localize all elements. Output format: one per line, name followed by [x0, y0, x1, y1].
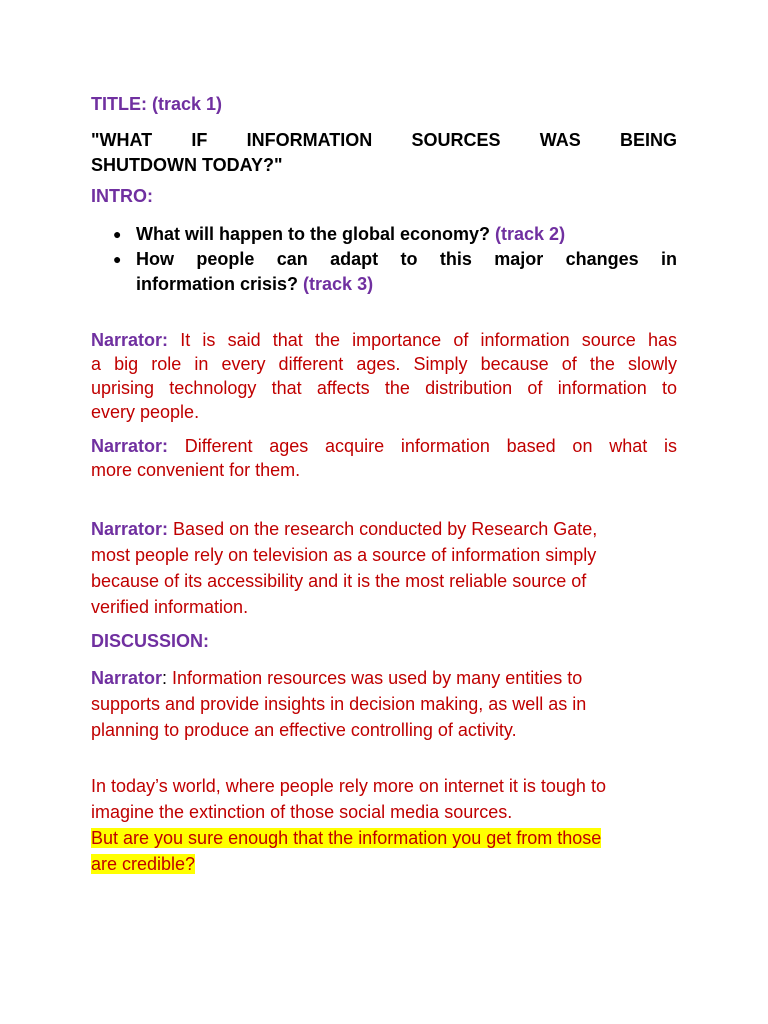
narrator-label: Narrator:	[91, 519, 169, 539]
list-item	[91, 247, 677, 297]
paragraph-line: imagine the extinction of those social media sources.	[91, 802, 513, 822]
title-label: TITLE:	[91, 94, 147, 114]
headline	[91, 128, 677, 178]
narrator-colon: :	[162, 668, 168, 688]
closing-paragraph	[91, 773, 677, 877]
paragraph-line: supports and provide insights in decision making, as well as in	[91, 694, 587, 714]
highlighted-line: are credible?	[91, 854, 196, 874]
narrator-label: Narrator:	[91, 436, 169, 456]
paragraph-line: Based on the research conducted by Research Gate,	[173, 519, 598, 539]
paragraph-line: more convenient for them.	[91, 460, 301, 480]
list-item	[91, 222, 677, 247]
narrator-label: Narrator:	[91, 330, 169, 350]
paragraph-line: Different ages acquire information based on what is	[184, 436, 677, 456]
headline-line-1: "WHAT IF INFORMATION SOURCES WAS BEING	[91, 130, 677, 150]
discussion-paragraph	[91, 665, 677, 743]
narrator-paragraph-3	[91, 516, 677, 620]
bullet-text-cont: information crisis?	[136, 274, 299, 294]
highlighted-line: But are you sure enough that the information you get from those	[91, 828, 602, 848]
bullet-icon: ●	[113, 251, 122, 267]
paragraph-line: most people rely on television as a source of information simply	[91, 545, 597, 565]
bullet-track: (track 3)	[303, 274, 374, 294]
paragraph-line: In today’s world, where people rely more on internet it is tough to	[91, 776, 606, 796]
narrator-label: Narrator	[91, 668, 163, 688]
intro-heading: INTRO:	[91, 186, 153, 206]
paragraph-line: uprising technology that affects the distribution of information to	[91, 378, 677, 398]
discussion-heading: DISCUSSION:	[91, 631, 210, 651]
title-track: (track 1)	[152, 94, 223, 114]
bullet-text: What will happen to the global economy?	[136, 224, 491, 244]
paragraph-line: every people.	[91, 402, 200, 422]
intro-bullet-list	[91, 222, 677, 297]
paragraph-line: planning to produce an effective controlling of activity.	[91, 720, 517, 740]
narrator-paragraph-2	[91, 434, 677, 482]
bullet-track: (track 2)	[495, 224, 566, 244]
paragraph-line: It is said that the importance of information source has	[180, 330, 677, 350]
paragraph-line: verified information.	[91, 597, 249, 617]
paragraph-line: Information resources was used by many entities to	[167, 668, 583, 688]
title-line	[91, 94, 222, 115]
paragraph-line: a big role in every different ages. Simply because of the slowly	[91, 354, 677, 374]
bullet-icon: ●	[113, 226, 122, 242]
narrator-paragraph-1	[91, 328, 677, 424]
bullet-text: How people can adapt to this major changes in	[136, 249, 677, 269]
headline-line-2: SHUTDOWN TODAY?"	[91, 155, 283, 175]
paragraph-line: because of its accessibility and it is the most reliable source of	[91, 571, 587, 591]
